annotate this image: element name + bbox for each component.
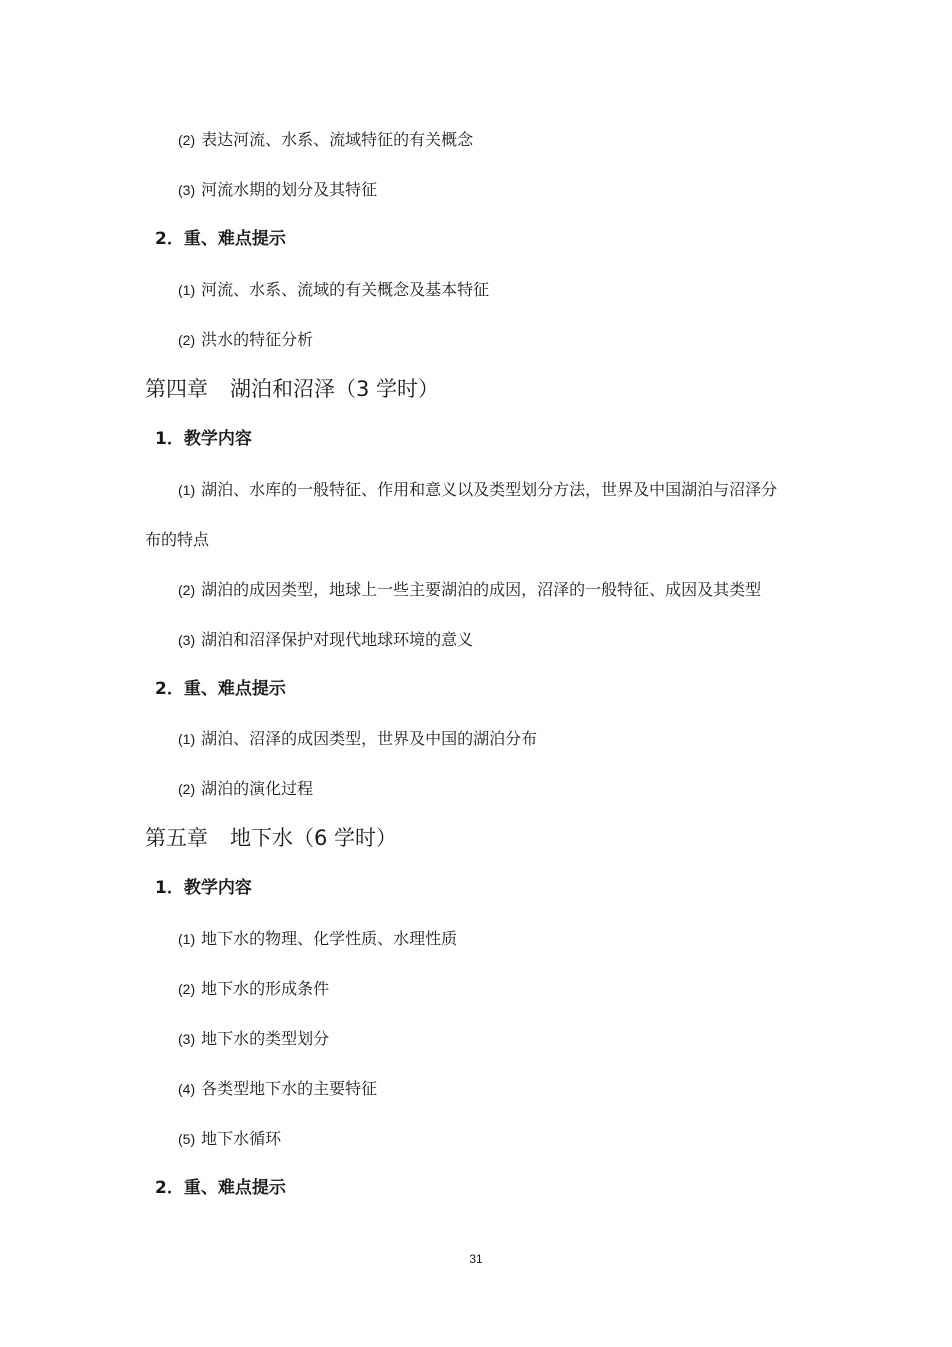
item-number: (1) [178, 731, 196, 747]
item-number: (2) [178, 132, 196, 148]
item-text: 湖泊的成因类型，地球上一些主要湖泊的成因，沼泽的一般特征、成因及其类型 [201, 580, 762, 599]
item-text: 湖泊、沼泽的成因类型，世界及中国的湖泊分布 [201, 729, 538, 748]
item-text: 河流水期的划分及其特征 [201, 180, 378, 199]
chapter-number: 第五章 [145, 826, 208, 850]
item-number: (2) [178, 781, 196, 797]
item-number: (1) [178, 931, 196, 947]
list-item [178, 132, 473, 148]
item-text: 湖泊、水库的一般特征、作用和意义以及类型划分方法，世界及中国湖泊与沼泽分 [201, 480, 778, 499]
section-subheading: 2．重、难点提示 [155, 1178, 286, 1198]
item-number: (2) [178, 981, 196, 997]
item-number: (3) [178, 632, 196, 648]
list-item [178, 981, 329, 997]
section-subheading: 1．教学内容 [155, 429, 252, 449]
item-text: 洪水的特征分析 [201, 330, 314, 349]
list-item-continuation: 布的特点 [145, 530, 210, 549]
chapter-number: 第四章 [145, 377, 208, 401]
list-item [178, 482, 777, 498]
item-number: (1) [178, 282, 196, 298]
list-item [178, 582, 761, 598]
item-text: 地下水的类型划分 [201, 1029, 330, 1048]
item-number: (3) [178, 182, 196, 198]
section-subheading: 1．教学内容 [155, 878, 252, 898]
chapter-title: 地下水（6 学时） [230, 826, 398, 850]
page-number: 31 [469, 1252, 483, 1266]
list-item [178, 1031, 329, 1047]
item-text: 地下水的形成条件 [201, 979, 330, 998]
item-number: (4) [178, 1081, 196, 1097]
item-text: 地下水的物理、化学性质、水理性质 [201, 929, 458, 948]
list-item [178, 332, 313, 348]
list-item [178, 1081, 377, 1097]
chapter-title: 湖泊和沼泽（3 学时） [230, 377, 440, 401]
section-subheading: 2．重、难点提示 [155, 679, 286, 699]
list-item [178, 781, 313, 797]
item-number: (1) [178, 482, 196, 498]
chapter-heading [145, 828, 397, 849]
list-item [178, 931, 457, 947]
list-item [178, 632, 473, 648]
item-number: (2) [178, 582, 196, 598]
list-item [178, 282, 489, 298]
list-item [178, 731, 537, 747]
list-item [178, 1131, 281, 1147]
item-text: 表达河流、水系、流域特征的有关概念 [201, 130, 474, 149]
section-subheading: 2．重、难点提示 [155, 229, 286, 249]
item-text: 地下水循环 [201, 1129, 282, 1148]
item-number: (3) [178, 1031, 196, 1047]
list-item [178, 182, 377, 198]
item-text: 湖泊和沼泽保护对现代地球环境的意义 [201, 630, 474, 649]
item-number: (5) [178, 1131, 196, 1147]
chapter-heading [145, 379, 439, 400]
item-text: 河流、水系、流域的有关概念及基本特征 [201, 280, 490, 299]
item-text: 湖泊的演化过程 [201, 779, 314, 798]
item-number: (2) [178, 332, 196, 348]
item-text: 各类型地下水的主要特征 [201, 1079, 378, 1098]
